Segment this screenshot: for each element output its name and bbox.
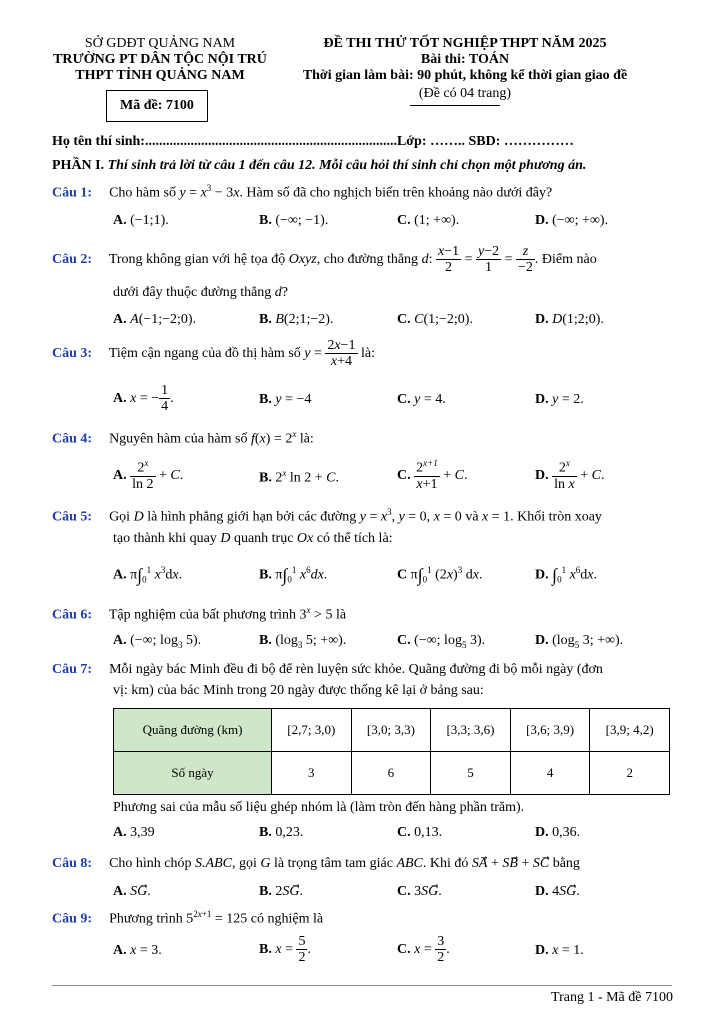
q3-label: Câu 3: (52, 346, 93, 362)
table-cell: 2 (590, 752, 670, 795)
q4-label: Câu 4: (52, 431, 93, 447)
question-9: Câu 9: Phương trình $5^{2x+1} = 125$ có nghiệm là (52, 909, 324, 927)
q2-option-b[interactable]: B. B(2;1;−2). (259, 312, 334, 327)
exam-time: Thời gian làm bài: 90 phút, không kể thời gian giao đề (302, 68, 628, 83)
part-instruction: Thí sinh trả lời từ câu 1 đến câu 12. Mỗi câu hỏi thí sinh chỉ chọn một phương án. (107, 158, 587, 173)
q5-option-b[interactable]: B. $\pi\int_0^1$ $x^6dx$. (259, 565, 328, 585)
q9-option-c[interactable]: C. x = $\frac{3}{2}$ . (397, 934, 450, 966)
q6-option-d[interactable]: D. ($\log_5$ 3; +∞). (535, 633, 624, 650)
q2-option-c[interactable]: C. C(1;−2;0). (397, 312, 473, 327)
page-footer: Trang 1 - Mã đề 7100 (551, 990, 673, 1005)
table-cell: 5 (431, 752, 511, 795)
q6-option-c[interactable]: C. (−∞; $\log_5 3$). (397, 633, 486, 650)
exam-code-box (106, 90, 208, 122)
exam-code: Mã đề: 7100 (120, 98, 194, 113)
table-row (114, 752, 670, 795)
q8-option-b[interactable]: B. 2SG⃗. (259, 884, 303, 899)
footer-divider (52, 985, 672, 986)
q2-line2: dưới đây thuộc đường thẳng d? (113, 285, 289, 300)
q7-after-text: Phương sai của mẫu số liệu ghép nhóm là (làm tròn đến hàng phần trăm). (113, 800, 525, 815)
question-3: Câu 3: Tiệm cận ngang của đồ thị hàm số y = $\frac{2x-1}{x+4}$ là: (52, 338, 376, 370)
q7-option-b[interactable]: B. 0,23. (259, 825, 304, 840)
q2-option-d[interactable]: D. D(1;2;0). (535, 312, 604, 327)
table-cell: 3 (272, 752, 352, 795)
school-name: TRƯỜNG PT DÂN TỘC NỘI TRÚ (53, 52, 267, 67)
q2-text-mid: , cho đường thẳng (316, 252, 419, 268)
q9-label: Câu 9: (52, 911, 93, 927)
question-8: Câu 8: Cho hình chóp S.ABC, gọi G là trọng tâm tam giác ABC. Khi đó SA⃗ + SB⃗ + SC⃗ bằng (52, 856, 580, 871)
dept-name: SỞ GDĐT QUẢNG NAM (84, 36, 236, 51)
table-cell: 6 (351, 752, 431, 795)
q3-option-c[interactable]: C. y = 4. (397, 392, 446, 407)
q3-option-b[interactable]: B. y = −4 (259, 392, 312, 407)
q1-option-d[interactable]: D. (−∞; +∞). (535, 213, 609, 228)
q8-option-a[interactable]: A. SG⃗. (113, 884, 151, 899)
q7-line2: vị: km) của bác Minh trong 20 ngày được thống kê lại ở bảng sau: (113, 683, 484, 698)
question-2: Câu 2: Trong không gian với hệ tọa độ Oxyz, cho đường thẳng d: $\frac{x-1}{2}$ = $\frac{y-2}{1}$ = $\frac{z}{-2}$ . Điểm nào (52, 244, 597, 276)
q4-text-pre: Nguyên hàm của hàm số (109, 431, 248, 447)
q3-text-pre: Tiệm cận ngang của đồ thị hàm số (108, 346, 301, 362)
q7-label: Câu 7: (52, 662, 93, 677)
question-4: Câu 4: Nguyên hàm của hàm số $f(x) = 2^x$ là: (52, 429, 314, 447)
table-cell: 4 (510, 752, 590, 795)
q1-option-b[interactable]: B. (−∞; −1). (259, 213, 329, 228)
page-count: (Đề có 04 trang) (418, 86, 512, 101)
part-one-heading (52, 158, 586, 174)
student-info-line: Họ tên thí sinh:........................................................................Lớp: …….. SBD: …………… (52, 134, 574, 149)
exam-title: ĐỀ THI THỬ TỐT NGHIỆP THPT NĂM 2025 (323, 36, 607, 51)
q3-text-post: là: (361, 346, 376, 362)
header-underline (410, 105, 500, 106)
question-6: Câu 6: Tập nghiệm của bất phương trình $3^x > 5$ là (52, 605, 347, 623)
q3-option-a[interactable]: A. x = − $\frac{1}{4}$ . (113, 383, 174, 415)
question-7: Câu 7: Mỗi ngày bác Minh đều đi bộ để rèn luyện sức khỏe. Quãng đường đi bộ mỗi ngày (đơn (52, 662, 603, 677)
table-header-cell: Quãng đường (km) (114, 709, 272, 752)
table-cell: [3,0; 3,3) (351, 709, 431, 752)
q5-option-c[interactable]: C $\pi\int_0^1$ $(2x)^3$ dx. (397, 565, 483, 585)
q9-option-b[interactable]: B. x = $\frac{5}{2}$ . (259, 934, 311, 966)
table-cell: [2,7; 3,0) (272, 709, 352, 752)
q2-text-pre: Trong không gian với hệ tọa độ (108, 252, 286, 268)
q9-option-a[interactable]: A. x = 3. (113, 943, 162, 958)
q3-option-d[interactable]: D. y = 2. (535, 392, 584, 407)
q6-option-a[interactable]: A. (−∞; $\log_3 5$). (113, 633, 202, 650)
q8-label: Câu 8: (52, 856, 93, 871)
distance-table (113, 708, 670, 795)
q9-option-d[interactable]: D. x = 1. (535, 943, 584, 958)
table-row (114, 709, 670, 752)
q1-text-pre: Cho hàm số (109, 185, 176, 201)
q1-label: Câu 1: (52, 185, 93, 201)
q2-text-post: . Điểm nào (534, 252, 597, 268)
q1-option-a[interactable]: A. (−1;1). (113, 213, 169, 228)
q7-option-c[interactable]: C. 0,13. (397, 825, 443, 840)
q1-text-post: . Hàm số đã cho nghịch biến trên khoảng nào dưới đây? (239, 185, 553, 201)
q5-line2: tạo thành khi quay D quanh trục Ox có thể tích là: (113, 531, 393, 546)
q4-text-post: là: (299, 431, 314, 447)
q5-option-a[interactable]: A. $\pi\int_0^1$ $x^3dx$. (113, 565, 183, 585)
table-header-cell: Số ngày (114, 752, 272, 795)
q7-option-a[interactable]: A. 3,39 (113, 825, 155, 840)
q7-option-d[interactable]: D. 0,36. (535, 825, 581, 840)
q4-option-b[interactable]: B. 2$^x$ ln 2 + C. (259, 468, 339, 486)
question-5: Câu 5: Gọi D là hình phẳng giới hạn bởi các đường $y = x^3$, y = 0, x = 0 và x = 1. Khối tròn xoay (52, 507, 602, 525)
q8-option-c[interactable]: C. 3SG⃗. (397, 884, 442, 899)
q5-option-d[interactable]: D. $\int_0^1$ $x^6dx$. (535, 565, 597, 585)
q8-option-d[interactable]: D. 4SG⃗. (535, 884, 580, 899)
q4-option-d[interactable]: D. $\frac{2^x}{\text{ln x}}$ + C. (535, 458, 605, 493)
q6-label: Câu 6: (52, 607, 93, 623)
q2-option-a[interactable]: A. A(−1;−2;0). (113, 312, 197, 327)
q1-option-c[interactable]: C. (1; +∞). (397, 213, 460, 228)
q4-option-c[interactable]: C. $\frac{2^{x+1}}{x+1}$ + C. (397, 458, 468, 493)
part-label: PHẦN I. (52, 158, 105, 173)
q5-label: Câu 5: (52, 509, 93, 525)
school-name-2: THPT TỈNH QUẢNG NAM (75, 68, 245, 83)
q2-label: Câu 2: (52, 252, 93, 268)
exam-subject: Bài thi: TOÁN (420, 52, 510, 67)
question-1: Câu 1: Cho hàm số $y = x^3 - 3x$. Hàm số đã cho nghịch biến trên khoảng nào dưới đây? (52, 183, 553, 201)
q6-option-b[interactable]: B. ($\log_3$ 5; +∞). (259, 633, 347, 650)
table-cell: [3,3; 3,6) (431, 709, 511, 752)
table-cell: [3,9; 4,2) (590, 709, 670, 752)
table-cell: [3,6; 3,9) (510, 709, 590, 752)
q4-option-a[interactable]: A. $\frac{2^x}{\ln 2}$ + C. (113, 458, 184, 493)
